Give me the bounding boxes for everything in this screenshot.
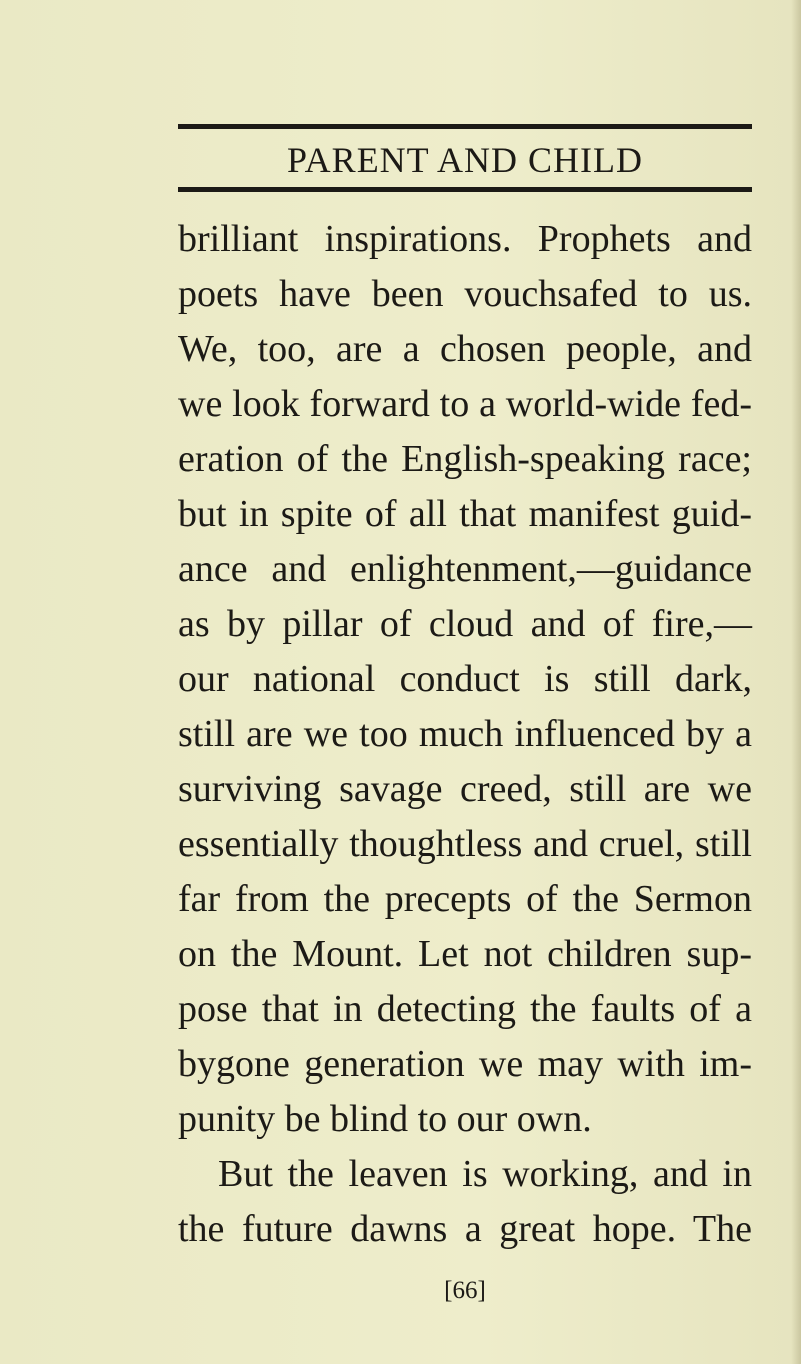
text-line: we look forward to a world-wide fed- [178,383,752,425]
text-line: ance and enlightenment,—guidance [178,548,752,590]
text-line: pose that in detecting the faults of a [178,988,752,1030]
text-line: the future dawns a great hope. The [178,1208,752,1250]
body-text [178,212,752,1257]
header-rule-bottom [178,187,752,192]
header-rule-top [178,124,752,129]
text-line: bygone generation we may with im- [178,1043,752,1085]
text-line: but in spite of all that manifest guid- [178,493,752,535]
page-edge-shadow [791,0,801,1364]
running-head: PARENT AND CHILD [286,140,644,180]
text-line: as by pillar of cloud and of fire,— [178,603,752,645]
text-line: punity be blind to our own. [178,1098,592,1140]
text-line: far from the precepts of the Sermon [178,878,752,920]
text-line: our national conduct is still dark, [178,658,752,700]
text-line: brilliant inspirations. Prophets and [178,218,752,260]
text-line: on the Mount. Let not children sup- [178,933,752,975]
text-line: We, too, are a chosen people, and [178,328,752,370]
text-line: still are we too much influenced by a [178,713,752,755]
text-line: poets have been vouchsafed to us. [178,273,752,315]
text-line: But the leaven is working, and in [218,1153,752,1195]
page-number: [66] [444,1277,486,1304]
text-line: surviving savage creed, still are we [178,768,752,810]
text-line: eration of the English-speaking race; [178,438,752,480]
text-line: essentially thoughtless and cruel, still [178,823,752,865]
